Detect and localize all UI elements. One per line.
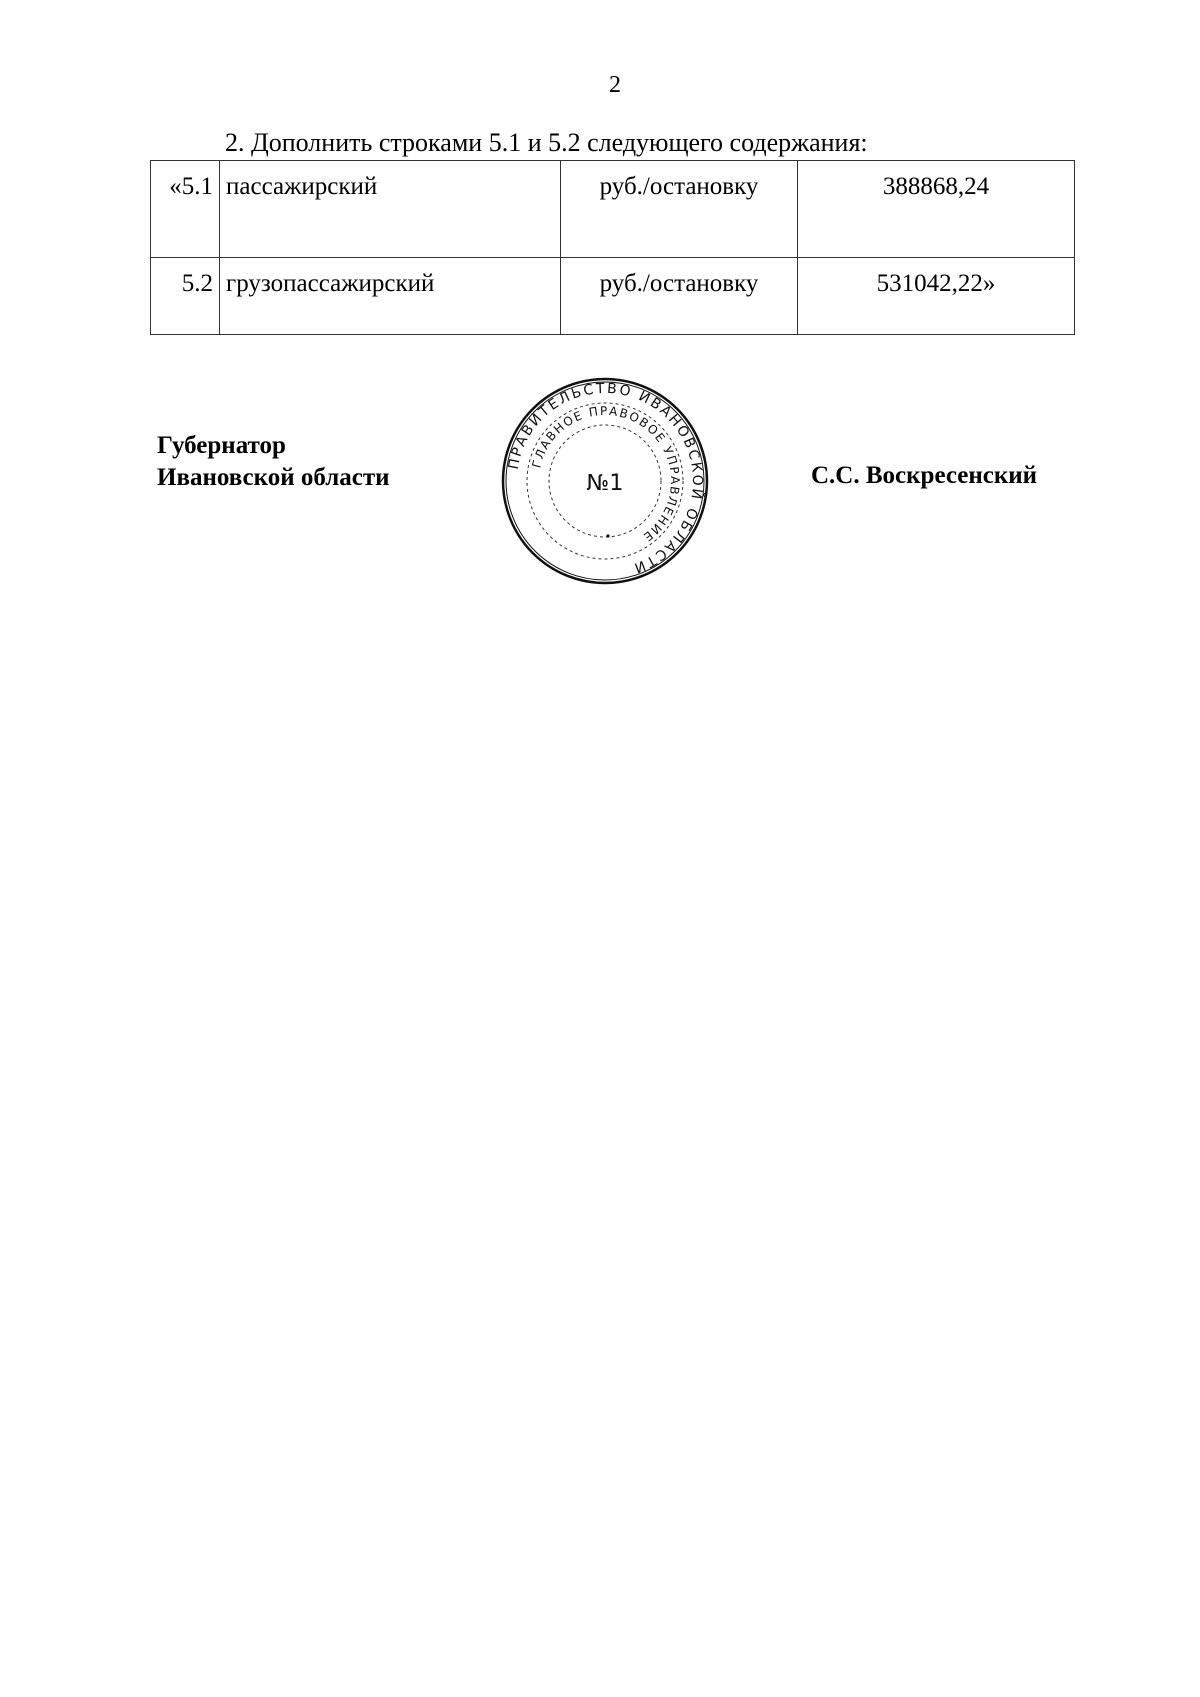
signatory-name: С.С. Воскресенский (811, 462, 1038, 489)
signatory-position (157, 430, 390, 494)
value: 388868,24 (798, 161, 1075, 258)
stamp-outer-text: ПРАВИТЕЛЬСТВО ИВАНОВСКОЙ ОБЛАСТИ (505, 380, 706, 577)
stamp-inner-text: ГЛАВНОЕ ПРАВОВОЕ УПРАВЛЕНИЕ (529, 403, 683, 545)
page-number: 2 (609, 72, 621, 98)
amendment-intro: 2. Дополнить строками 5.1 и 5.2 следующего содержания: (225, 128, 868, 157)
value: 531042,22» (798, 258, 1075, 335)
position-line-1: Губернатор (157, 432, 286, 459)
table-row (151, 161, 1075, 258)
table-row (151, 258, 1075, 335)
amendment-table (150, 160, 1075, 335)
row-number: 5.2 (151, 258, 220, 335)
stamp-center-text: №1 (586, 471, 624, 496)
unit: руб./остановку (561, 258, 798, 335)
official-stamp-icon (500, 376, 710, 586)
unit: руб./остановку (561, 161, 798, 258)
position-line-2: Ивановской области (157, 464, 390, 491)
transport-type: пассажирский (220, 161, 561, 258)
transport-type: грузопассажирский (220, 258, 561, 335)
row-number: «5.1 (151, 161, 220, 258)
